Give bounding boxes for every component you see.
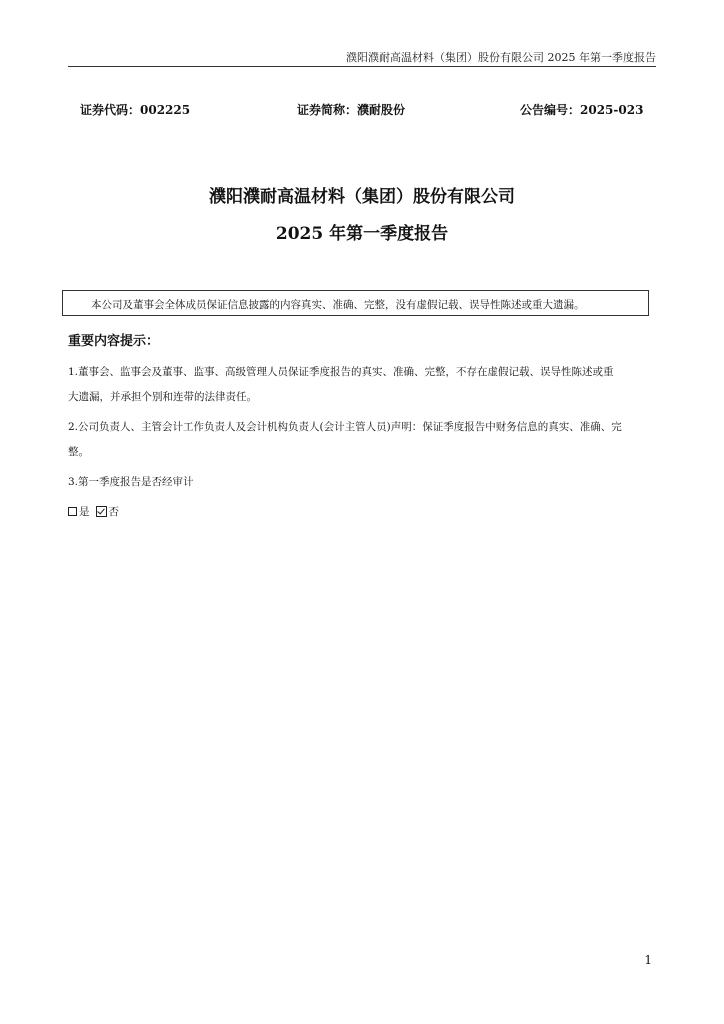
header-divider (68, 66, 656, 67)
notice-item-2-line-2: 整。 (68, 446, 89, 458)
option-no-label: 否 (108, 506, 119, 518)
unchecked-box-icon (68, 507, 77, 516)
running-header: 濮阳濮耐高温材料（集团）股份有限公司 2025 年第一季度报告 (346, 51, 656, 64)
statement-box (62, 290, 649, 316)
statement-text: 本公司及董事会全体成员保证信息披露的内容真实、准确、完整，没有虚假记载、误导性陈述或重大遗漏。 (91, 299, 585, 311)
security-short-name: 证券简称：濮耐股份 (297, 103, 406, 117)
page-number: 1 (644, 953, 652, 967)
report-title: 2025 年第一季度报告 (275, 224, 449, 244)
security-code: 证券代码：002225 (80, 103, 191, 117)
notice-item-1-line-2: 大遗漏，并承担个别和连带的法律责任。 (68, 391, 257, 403)
notice-item-3: 3.第一季度报告是否经审计 (68, 476, 194, 488)
option-yes-label: 是 (79, 506, 90, 518)
notice-item-1-line-1: 1.董事会、监事会及董事、监事、高级管理人员保证季度报告的真实、准确、完整，不存在虚假记载、误导性陈述或重 (68, 366, 614, 378)
audit-options (68, 504, 119, 519)
announcement-number: 公告编号：2025-023 (520, 103, 644, 117)
checked-box-icon (96, 506, 107, 517)
notice-title: 重要内容提示： (68, 334, 160, 349)
notice-item-2-line-1: 2.公司负责人、主管会计工作负责人及会计机构负责人(会计主管人员)声明：保证季度报告中财务信息的真实、准确、完 (68, 421, 622, 433)
company-title: 濮阳濮耐高温材料（集团）股份有限公司 (209, 187, 515, 207)
